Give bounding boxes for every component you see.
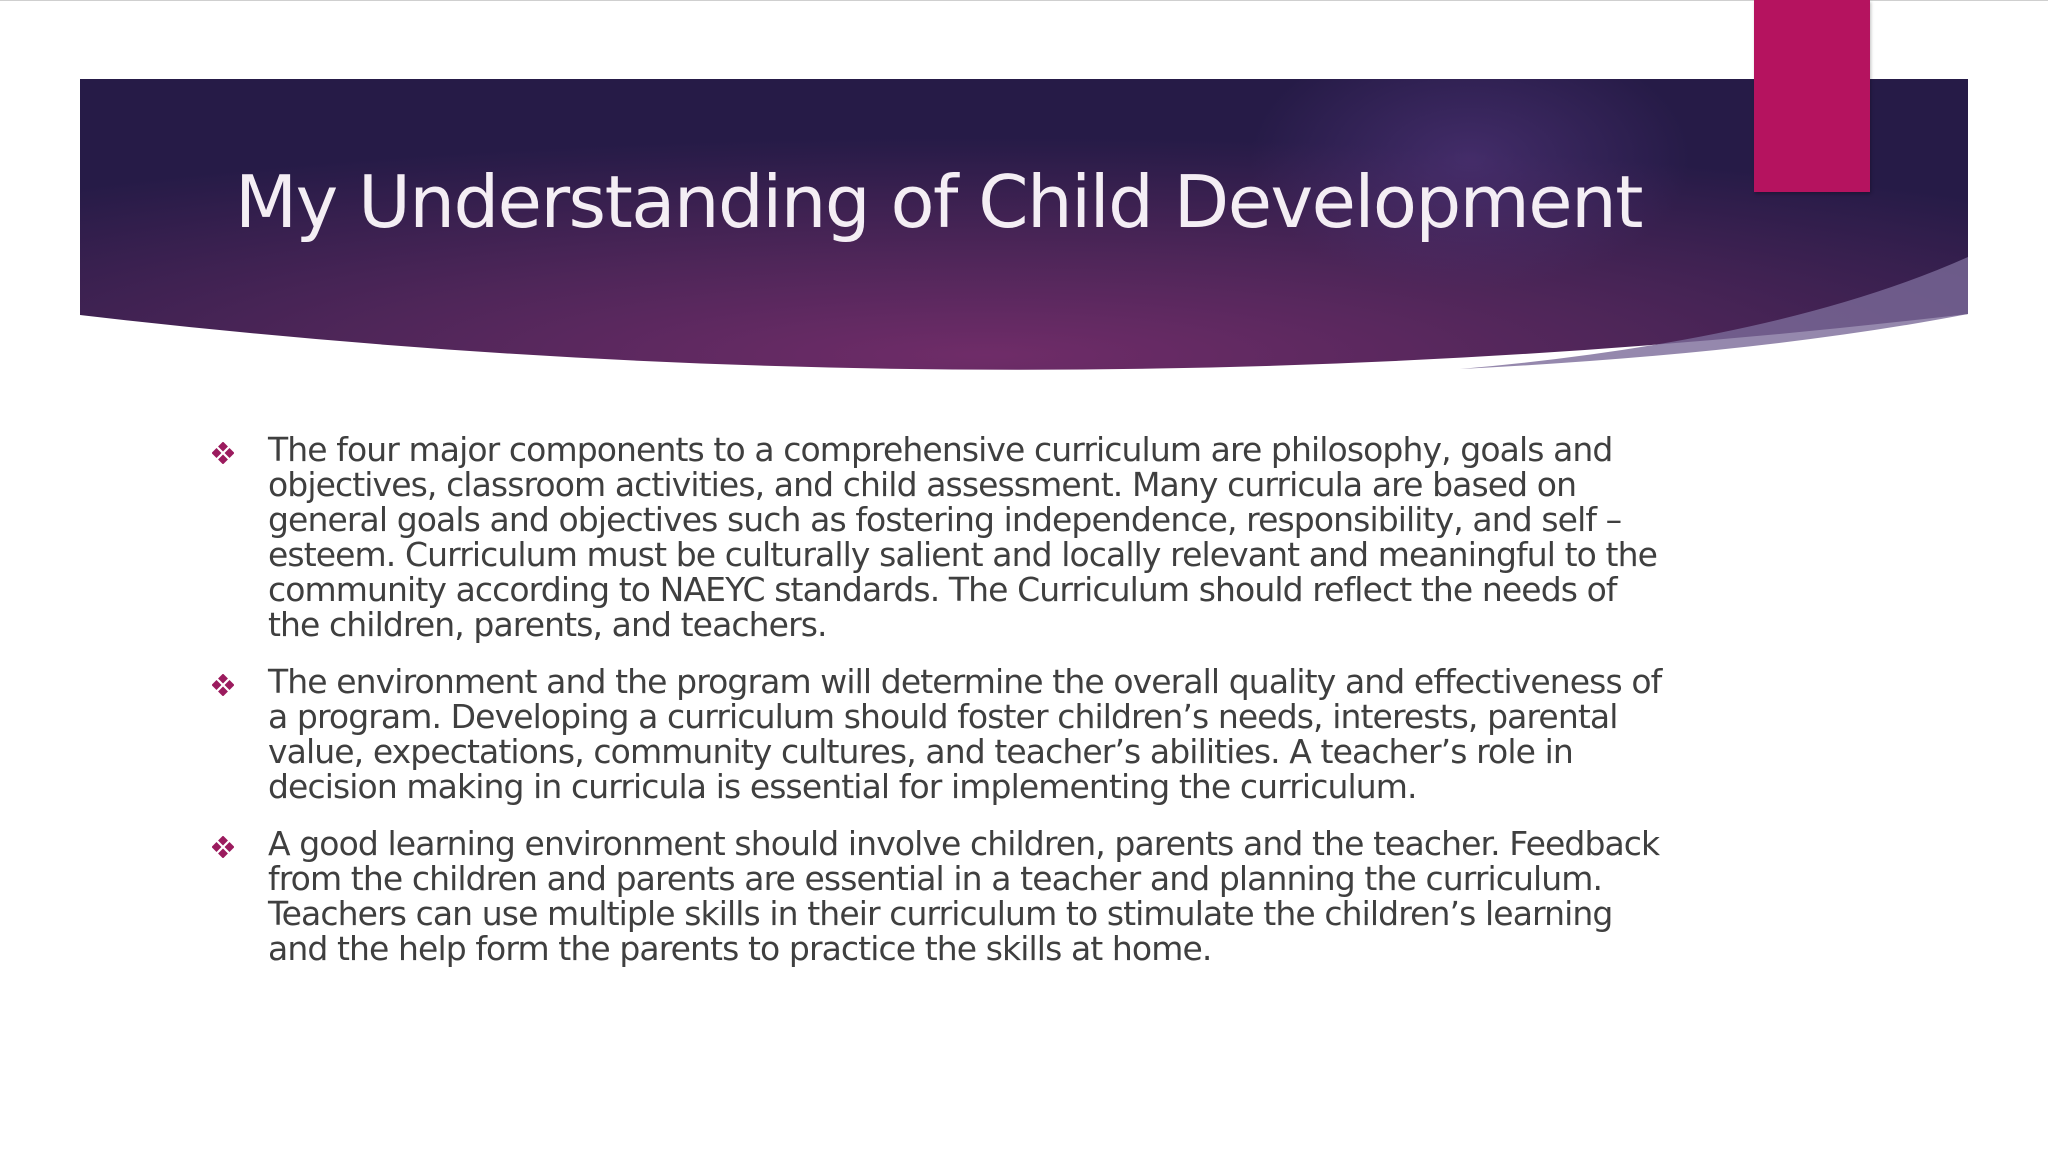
slide-title: My Understanding of Child Development (235, 160, 1642, 244)
bullet-list (206, 432, 1666, 988)
list-item (206, 664, 1666, 804)
diamond-cluster-icon (212, 674, 234, 696)
bullet-text: The four major components to a comprehensive curriculum are philosophy, goals and objectives, classroom activities, and child assessment. Many curricula are based on general goals and objectives such as fostering independence, responsibility, and self – esteem. Curriculum must be culturally salient and locally relevant and meaningful to the community according to NAEYC standards. The Curriculum should reflect the needs of the children, parents, and teachers. (268, 430, 1657, 644)
diamond-cluster-icon (212, 836, 234, 858)
top-divider (0, 0, 2048, 1)
bullet-text: A good learning environment should involve children, parents and the teacher. Feedback from the children and parents are essential in a teacher and planning the curriculum. Teachers can use multiple skills in their curriculum to stimulate the children’s learning and the help form the parents to practice the skills at home. (268, 824, 1660, 968)
list-item (206, 432, 1666, 642)
list-item (206, 826, 1666, 966)
diamond-cluster-icon (212, 442, 234, 464)
bullet-text: The environment and the program will determine the overall quality and effectiveness of a program. Developing a curriculum should foster children’s needs, interests, parental value, expectations, community cultures, and teacher’s abilities. A teacher’s role in decision making in curricula is essential for implementing the curriculum. (268, 662, 1662, 806)
accent-tab (1754, 0, 1870, 192)
